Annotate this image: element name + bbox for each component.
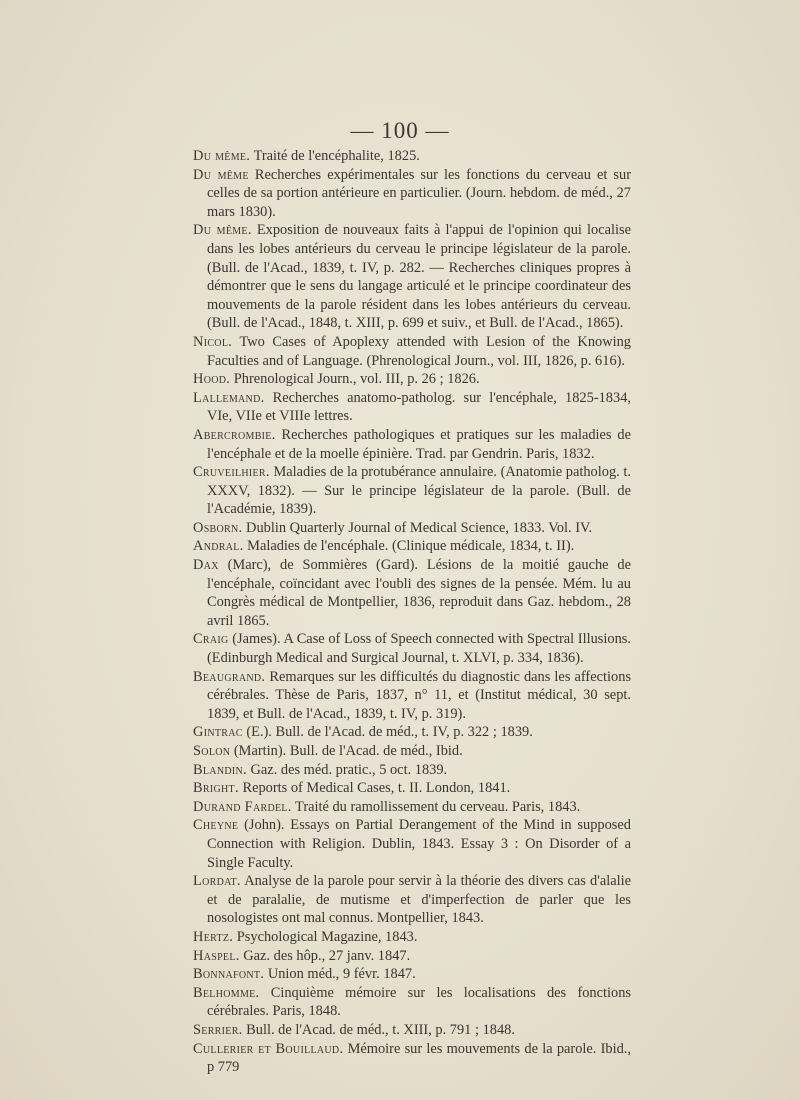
bibliography-entry bbox=[193, 556, 631, 630]
entry-author: Cruveilhier. bbox=[193, 464, 270, 481]
entry-author: Craig bbox=[193, 631, 229, 648]
entry-author: Cullerier et Bouillaud. bbox=[193, 1040, 344, 1057]
bibliography-entry bbox=[193, 333, 631, 370]
bibliography-entry bbox=[193, 761, 631, 780]
bibliography-entry bbox=[193, 723, 631, 742]
entry-text: Exposition de nouveaux faits à l'appui de l'opinion qui localise dans les lobes antérieurs du cerveau le principe législateur de la parole. (Bull. de l'Acad., 1839, t. IV, p. 282. — Recherches cliniques propres à démontrer que le sens du langage articulé et le principe coordinateur des mouvements de la parole résident dans les lobes antérieurs du cerveau. (Bull. de l'Acad., 1848, t. XIII, p. 699 et suiv., et Bull. de l'Acad., 1865). bbox=[207, 222, 631, 332]
bibliography-entry bbox=[193, 947, 631, 966]
bibliography-entry bbox=[193, 668, 631, 724]
entry-author: Durand Fardel. bbox=[193, 798, 292, 815]
entry-text: (E.). Bull. de l'Acad. de méd., t. IV, p. 322 ; 1839. bbox=[246, 724, 533, 741]
entry-text: Dublin Quarterly Journal of Medical Science, 1833. Vol. IV. bbox=[246, 519, 593, 536]
entry-author: Gintrac bbox=[193, 724, 243, 741]
entry-text: Recherches anatomo-patholog. sur l'encéphale, 1825-1834, VIe, VIIe et VIIIe lettres. bbox=[207, 389, 631, 425]
entry-text: Remarques sur les difficultés du diagnostic dans les affections cérébrales. Thèse de Paris, 1837, n° 11, et (Institut médical, 30 sept. 1839, et Bull. de l'Acad., 1839, t. IV, p. 319). bbox=[207, 668, 631, 722]
entry-author: Serrier. bbox=[193, 1021, 243, 1038]
bibliography-entry bbox=[193, 463, 631, 519]
bibliography-entry bbox=[193, 798, 631, 817]
entry-text: Two Cases of Apoplexy attended with Lesion of the Knowing Faculties and of Language. (Phrenological Journ., vol. III, 1826, p. 616). bbox=[207, 333, 631, 369]
entry-text: Mémoire sur les mouvements de la parole. Ibid., p 779 bbox=[207, 1040, 631, 1076]
entry-text: (James). A Case of Loss of Speech connected with Spectral Illusions. (Edinburgh Medical and Surgical Journal, t. XLVI, p. 334, 1836). bbox=[207, 631, 631, 667]
entry-author: Du même. bbox=[193, 222, 252, 239]
entry-author: Haspel. bbox=[193, 947, 240, 964]
entry-author: Bright. bbox=[193, 780, 239, 797]
entry-author: Blandin. bbox=[193, 761, 247, 778]
bibliography-entry bbox=[193, 928, 631, 947]
bibliography-entry bbox=[193, 872, 631, 928]
entry-author: Hertz. bbox=[193, 928, 234, 945]
entry-text: Psychological Magazine, 1843. bbox=[236, 928, 418, 945]
entry-author: Osborn. bbox=[193, 519, 243, 536]
bibliography-entry bbox=[193, 519, 631, 538]
bibliography-entry bbox=[193, 630, 631, 667]
entry-author: Bonnafont. bbox=[193, 966, 265, 983]
entry-author: Hood. bbox=[193, 371, 231, 388]
entry-text: Recherches expérimentales sur les fonctions du cerveau et sur celles de sa portion antérieure en particulier. (Journ. hebdom. de méd., 27 mars 1830). bbox=[207, 166, 631, 220]
entry-author: Andral. bbox=[193, 538, 244, 555]
entry-text: Traité de l'encéphalite, 1825. bbox=[253, 148, 420, 164]
bibliography-entry bbox=[193, 147, 631, 166]
entry-author: Du même. bbox=[193, 148, 251, 164]
entry-text: Phrenological Journ., vol. III, p. 26 ; 1826. bbox=[233, 371, 480, 388]
entry-text: (Marc), de Sommières (Gard). Lésions de la moitié gauche de l'encéphale, coïncidant avec l'oubli des signes de la pensée. Mém. lu au Congrès médical de Montpellier, 1836, reproduit dans Gaz. hebdom., 28 avril 1865. bbox=[207, 557, 631, 629]
entry-text: (Martin). Bull. de l'Acad. de méd., Ibid. bbox=[233, 743, 463, 759]
entry-text: Cinquième mémoire sur les localisations des fonctions cérébrales. Paris, 1848. bbox=[207, 984, 631, 1020]
entry-author: Du même bbox=[193, 166, 249, 183]
bibliography-entry bbox=[193, 779, 631, 798]
bibliography-entry bbox=[193, 370, 631, 389]
bibliography-entry bbox=[193, 1021, 631, 1040]
entry-text: Analyse de la parole pour servir à la théorie des divers cas d'alalie et de paralalie, de mutisme et d'imperfection de parler que les nosologistes ont mal connus. Montpellier, 1843. bbox=[207, 873, 631, 927]
bibliography-entry bbox=[193, 389, 631, 426]
entry-author: Abercrombie. bbox=[193, 426, 276, 443]
entry-text: Maladies de la protubérance annulaire. (Anatomie patholog. t. XXXV, 1832). — Sur le principe législateur de la parole. (Bull. de l'Académie, 1839). bbox=[207, 464, 631, 518]
bibliography-entry bbox=[193, 742, 631, 761]
bibliography-entry bbox=[193, 965, 631, 984]
entry-text: Union méd., 9 févr. 1847. bbox=[267, 966, 416, 983]
bibliography-entry bbox=[193, 984, 631, 1021]
entry-author: Dax bbox=[193, 557, 219, 574]
bibliography-entry bbox=[193, 1040, 631, 1077]
entry-text: Recherches pathologiques et pratiques sur les maladies de l'encéphale et de la moelle épinière. Trad. par Gendrin. Paris, 1832. bbox=[207, 426, 631, 462]
entry-author: Cheyne bbox=[193, 817, 239, 834]
page-number: — 100 — bbox=[350, 118, 450, 143]
bibliography-entry bbox=[193, 426, 631, 463]
entry-text: Maladies de l'encéphale. (Clinique médicale, 1834, t. II). bbox=[247, 538, 575, 555]
entry-text: Gaz. des hôp., 27 janv. 1847. bbox=[243, 947, 411, 964]
entry-author: Beaugrand. bbox=[193, 668, 266, 685]
bibliography-entry bbox=[193, 537, 631, 556]
entry-text: Gaz. des méd. pratic., 5 oct. 1839. bbox=[250, 761, 448, 778]
entry-author: Nicol. bbox=[193, 333, 233, 350]
entry-text: Traité du ramollissement du cerveau. Paris, 1843. bbox=[295, 798, 581, 815]
entry-author: Lordat. bbox=[193, 873, 241, 890]
bibliography-entry bbox=[193, 221, 631, 333]
bibliography-entry bbox=[193, 166, 631, 222]
entry-text: Reports of Medical Cases, t. II. London, 1841. bbox=[242, 780, 511, 797]
entry-text: (John). Essays on Partial Derangement of the Mind in supposed Connection with Religion. Dublin, 1843. Essay 3 : On Disorder of a Single Faculty. bbox=[207, 817, 631, 871]
entry-author: Belhomme. bbox=[193, 984, 260, 1001]
bibliography-list bbox=[193, 147, 631, 1077]
entry-text: Bull. de l'Acad. de méd., t. XIII, p. 791 ; 1848. bbox=[246, 1021, 515, 1038]
entry-author: Lallemand. bbox=[193, 389, 265, 406]
bibliography-entry bbox=[193, 816, 631, 872]
entry-author: Solon bbox=[193, 743, 231, 759]
